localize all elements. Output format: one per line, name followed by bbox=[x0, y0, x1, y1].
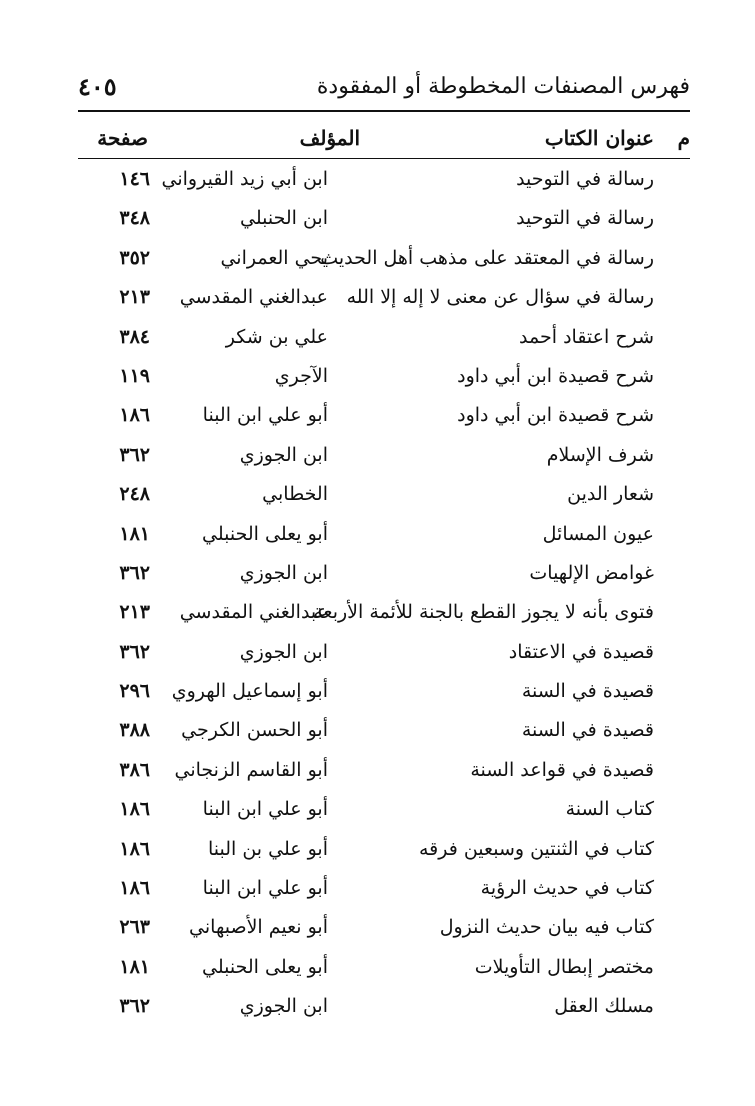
page-ref: ٢٩٦ bbox=[119, 680, 150, 703]
book-title: شرح قصيدة ابن أبي داود bbox=[457, 364, 654, 387]
book-title: شرح قصيدة ابن أبي داود bbox=[457, 404, 654, 427]
table-row bbox=[78, 908, 690, 947]
author-name: ابن أبي زيد القيرواني bbox=[161, 168, 328, 190]
book-title: غوامض الإلهيات bbox=[529, 561, 654, 584]
book-title: فتوى بأنه لا يجوز القطع بالجنة للأئمة الأربعة bbox=[313, 601, 654, 624]
book-title: رسالة في التوحيد bbox=[516, 168, 654, 190]
author-name: أبو يعلى الحنبلي bbox=[202, 955, 328, 978]
table-row bbox=[78, 357, 690, 396]
table-row bbox=[78, 318, 690, 357]
author-name: الخطابي bbox=[262, 483, 328, 506]
column-header-title: عنوان الكتاب bbox=[544, 126, 654, 150]
author-name: ابن الجوزي bbox=[239, 995, 328, 1018]
book-title: مسلك العقل bbox=[554, 995, 654, 1018]
page-number: ٤٠٥ bbox=[78, 72, 117, 101]
table-row bbox=[78, 475, 690, 514]
page-ref: ١٨١ bbox=[119, 522, 150, 545]
header-divider bbox=[78, 110, 690, 112]
page-ref: ١٤٦ bbox=[119, 168, 150, 190]
author-name: أبو علي ابن البنا bbox=[202, 877, 328, 900]
table-row bbox=[78, 751, 690, 790]
author-name: عبدالغني المقدسي bbox=[179, 601, 328, 624]
table-row bbox=[78, 554, 690, 593]
book-title: رسالة في التوحيد bbox=[516, 207, 654, 230]
author-name: أبو علي ابن البنا bbox=[202, 404, 328, 427]
table-row bbox=[78, 436, 690, 475]
table-header-divider bbox=[78, 158, 690, 159]
page-ref: ٢٦٣ bbox=[119, 916, 150, 939]
page-ref: ٣٨٦ bbox=[119, 758, 150, 781]
book-title: قصيدة في السنة bbox=[521, 680, 654, 703]
author-name: أبو علي ابن البنا bbox=[202, 798, 328, 821]
page-header bbox=[78, 68, 690, 108]
page-ref: ١٨٦ bbox=[119, 877, 150, 900]
page-ref: ٣٥٢ bbox=[119, 246, 150, 269]
author-name: ابن الجوزي bbox=[239, 640, 328, 663]
page-ref: ٣٤٨ bbox=[119, 207, 150, 230]
page-ref: ١٨١ bbox=[119, 955, 150, 978]
table-row bbox=[78, 199, 690, 238]
table-row bbox=[78, 593, 690, 632]
book-title: كتاب في حديث الرؤية bbox=[480, 877, 654, 900]
column-header-number: م bbox=[677, 126, 690, 150]
table-row bbox=[78, 278, 690, 317]
page-ref: ٣٦٢ bbox=[119, 640, 150, 663]
table-row bbox=[78, 633, 690, 672]
author-name: أبو الحسن الكرجي bbox=[181, 719, 328, 742]
book-title: قصيدة في الاعتقاد bbox=[508, 640, 654, 663]
page-ref: ١٨٦ bbox=[119, 798, 150, 821]
book-title: شرف الإسلام bbox=[546, 443, 654, 466]
book-title: قصيدة في السنة bbox=[521, 719, 654, 742]
table-row bbox=[78, 515, 690, 554]
book-title: شعار الدين bbox=[567, 483, 654, 506]
page-ref: ٣٦٢ bbox=[119, 995, 150, 1018]
author-name: ابن الجوزي bbox=[239, 443, 328, 466]
table-header bbox=[78, 122, 690, 162]
author-name: ابن الجوزي bbox=[239, 561, 328, 584]
page-ref: ٣٨٤ bbox=[119, 325, 150, 348]
author-name: ابن الحنبلي bbox=[240, 207, 328, 230]
column-header-author: المؤلف bbox=[299, 126, 360, 150]
page-ref: ٢١٣ bbox=[119, 601, 150, 624]
page-ref: ١٨٦ bbox=[119, 404, 150, 427]
author-name: أبو علي بن البنا bbox=[207, 837, 328, 860]
author-name: أبو يعلى الحنبلي bbox=[202, 522, 328, 545]
index-table-body bbox=[78, 160, 690, 1027]
table-row bbox=[78, 239, 690, 278]
author-name: أبو القاسم الزنجاني bbox=[174, 758, 328, 781]
book-title: كتاب فيه بيان حديث النزول bbox=[439, 916, 654, 939]
author-name: علي بن شكر bbox=[225, 325, 328, 348]
table-row bbox=[78, 948, 690, 987]
book-title: كتاب في الثنتين وسبعين فرقه bbox=[418, 837, 654, 860]
table-row bbox=[78, 790, 690, 829]
author-name: أبو إسماعيل الهروي bbox=[171, 680, 328, 703]
page-ref: ٣٦٢ bbox=[119, 443, 150, 466]
table-row bbox=[78, 869, 690, 908]
author-name: الآجري bbox=[274, 364, 328, 387]
table-row bbox=[78, 396, 690, 435]
book-title: كتاب السنة bbox=[565, 798, 654, 821]
author-name: يحي العمراني bbox=[220, 246, 328, 269]
page-ref: ١٨٦ bbox=[119, 837, 150, 860]
book-title: رسالة في سؤال عن معنى لا إله إلا الله bbox=[346, 286, 654, 309]
page-ref: ٣٦٢ bbox=[119, 561, 150, 584]
table-row bbox=[78, 160, 690, 199]
table-row bbox=[78, 711, 690, 750]
book-title: قصيدة في قواعد السنة bbox=[470, 758, 654, 781]
author-name: عبدالغني المقدسي bbox=[179, 286, 328, 309]
author-name: أبو نعيم الأصبهاني bbox=[189, 916, 328, 939]
book-title: رسالة في المعتقد على مذهب أهل الحديث bbox=[320, 246, 654, 269]
table-row bbox=[78, 672, 690, 711]
table-row bbox=[78, 987, 690, 1026]
book-title: عيون المسائل bbox=[542, 522, 654, 545]
page-ref: ٣٨٨ bbox=[119, 719, 150, 742]
column-header-page: صفحة bbox=[97, 126, 148, 150]
page-ref: ١١٩ bbox=[119, 364, 150, 387]
table-row bbox=[78, 830, 690, 869]
page-ref: ٢٤٨ bbox=[119, 483, 150, 506]
running-title: فهرس المصنفات المخطوطة أو المفقودة bbox=[316, 74, 690, 99]
book-title: شرح اعتقاد أحمد bbox=[519, 325, 654, 348]
book-title: مختصر إبطال التأويلات bbox=[474, 955, 654, 978]
page-ref: ٢١٣ bbox=[119, 286, 150, 309]
